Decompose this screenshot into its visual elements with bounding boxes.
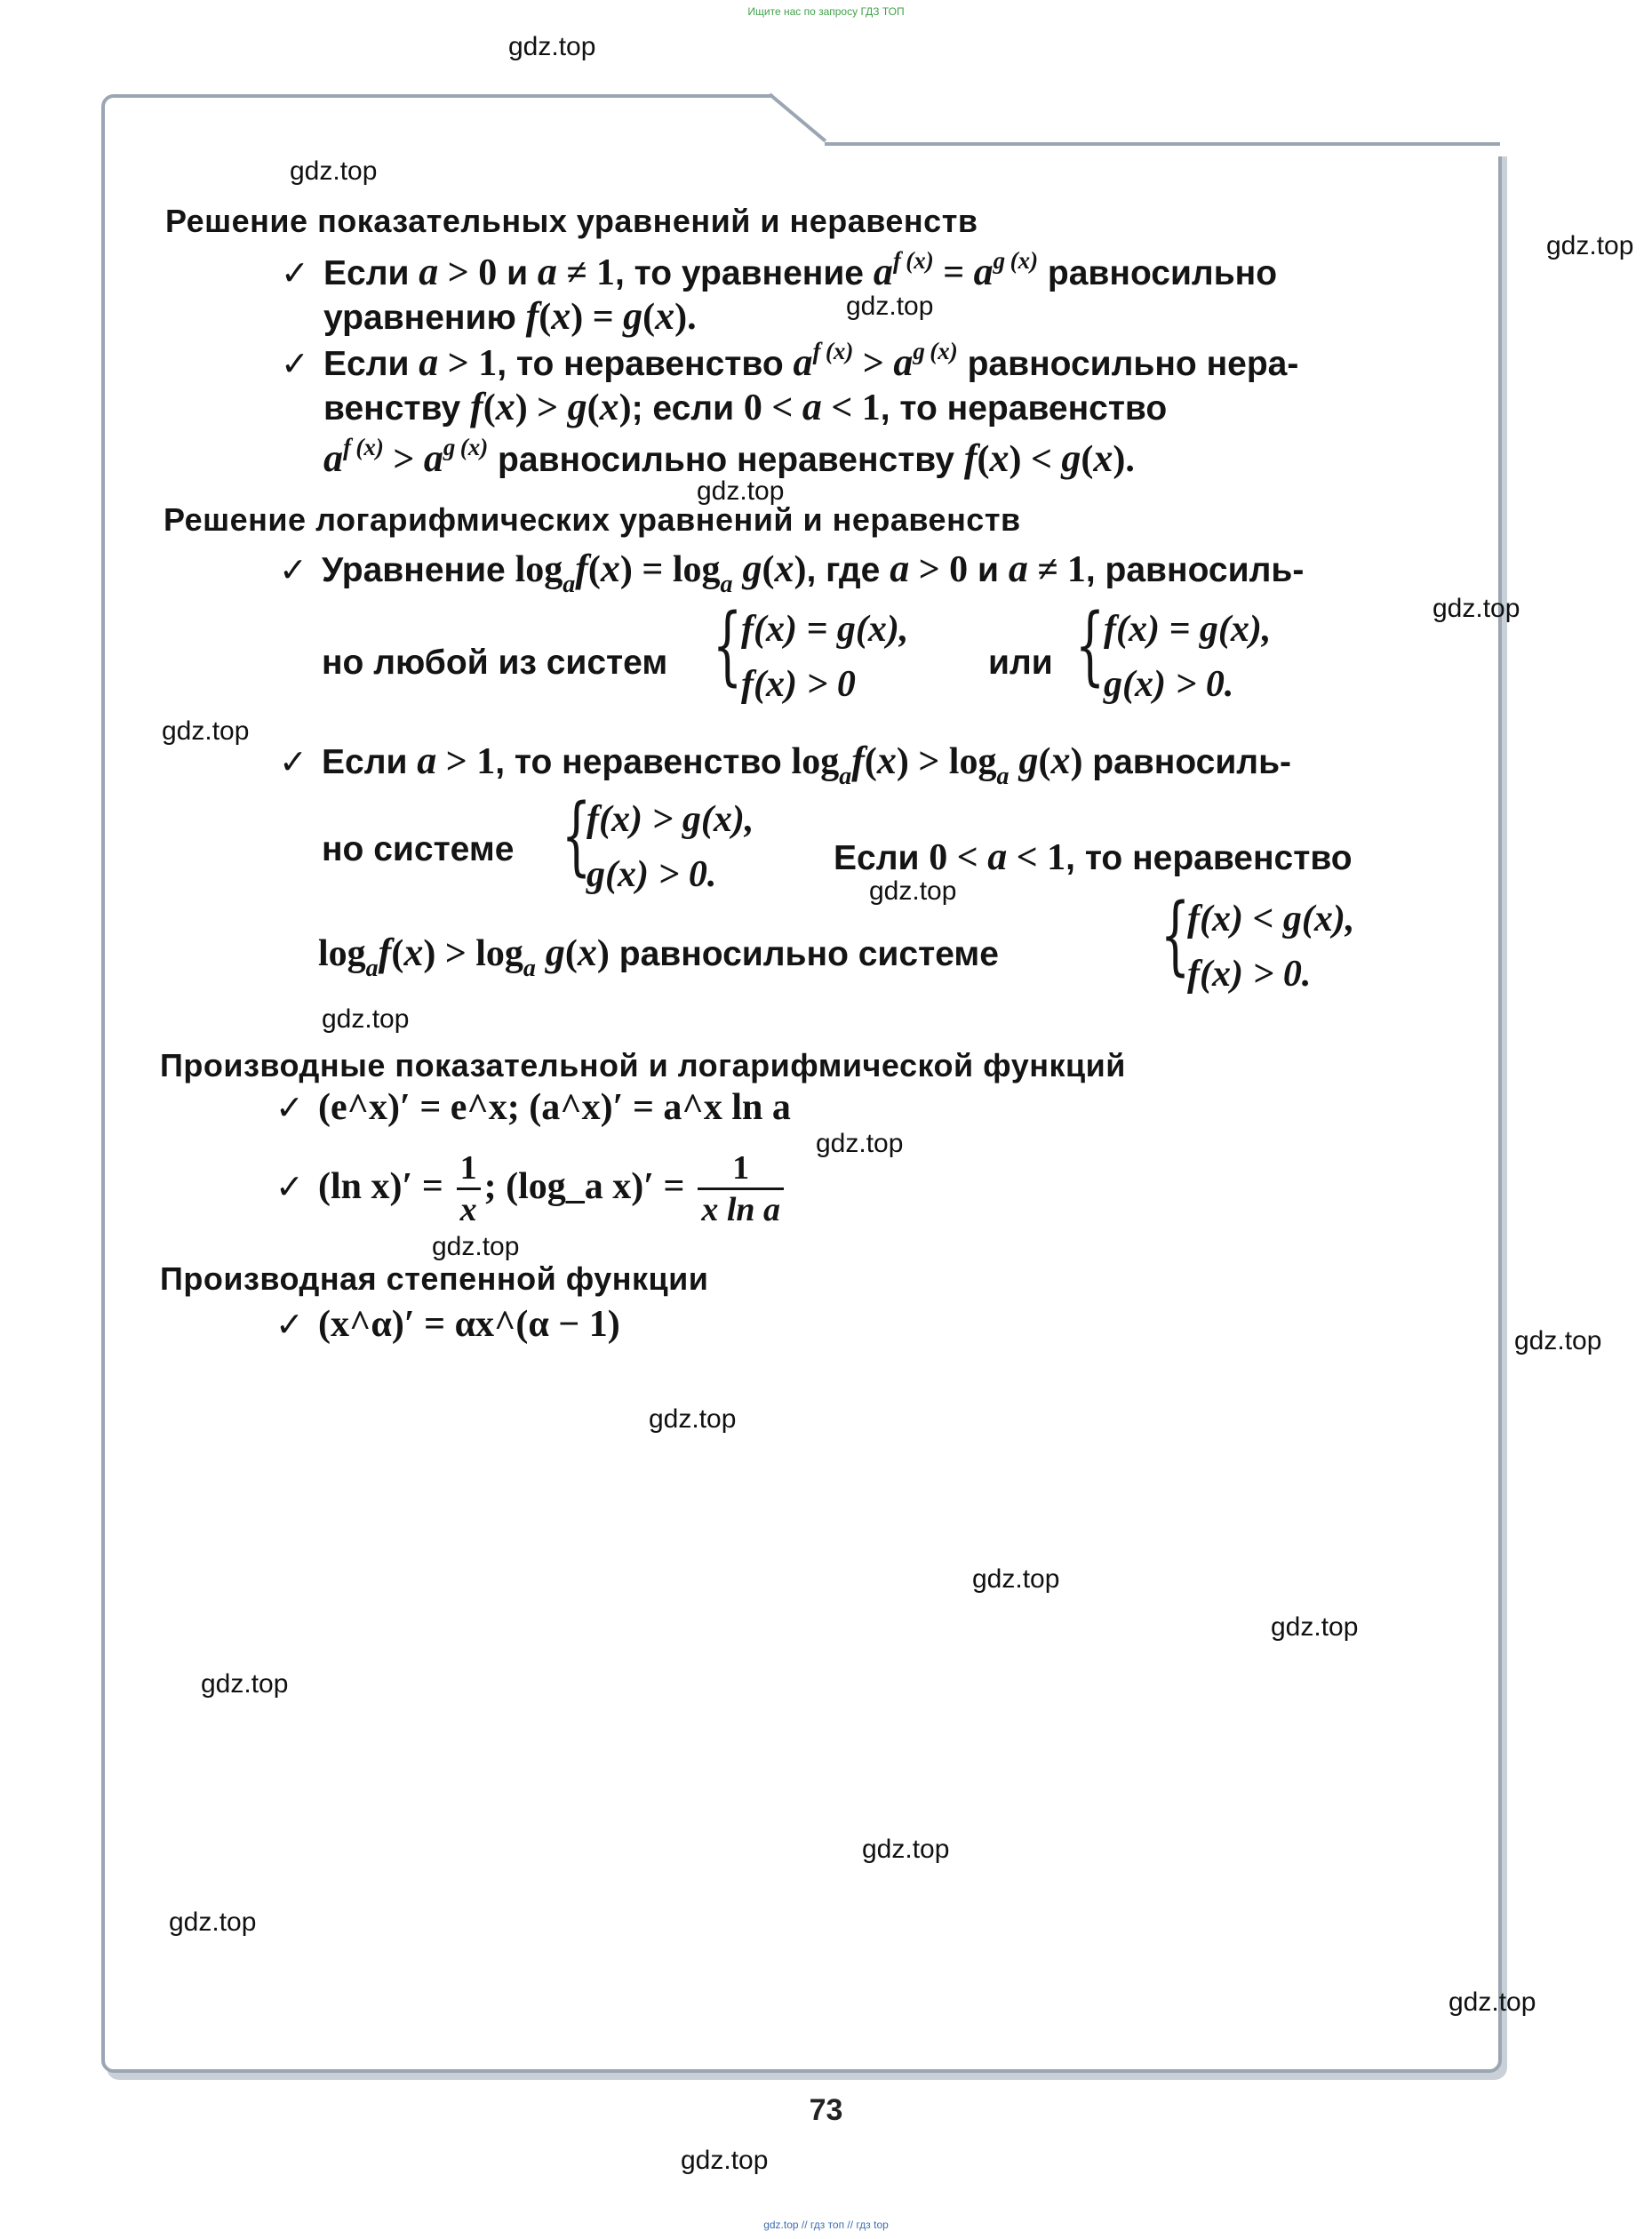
- watermark: gdz.top: [649, 1404, 737, 1434]
- brace-icon: {: [1074, 596, 1105, 695]
- exp-item-2: ✓ Если a > 1, то неравенство $a^{f (x)} > a^{g (x)}$ равносильно нера-: [281, 338, 1299, 384]
- watermark: gdz.top: [169, 1907, 257, 1937]
- watermark: gdz.top: [508, 32, 596, 61]
- watermark: gdz.top: [862, 1835, 950, 1864]
- watermark: gdz.top: [972, 1564, 1060, 1594]
- brace-icon: {: [712, 596, 743, 695]
- deriv-item-1: ✓ (e^x)′ = e^x; (a^x)′ = a^x ln a: [275, 1087, 791, 1128]
- watermark: gdz.top: [162, 716, 250, 746]
- log-item-1: ✓ Уравнение $\log_af(x) = \log_a g(x)$, где a > 0 и a ≠ 1, равносиль-: [279, 547, 1305, 598]
- watermark: gdz.top: [432, 1232, 520, 1261]
- power-item-1: ✓ (x^α)′ = αx^(α − 1): [275, 1304, 620, 1345]
- watermark: gdz.top: [290, 156, 378, 186]
- log-item-2: ✓ Если a > 1, то неравенство $\log_af(x) > \log_a g(x)$ равносиль-: [279, 739, 1292, 790]
- page-number: 73: [809, 2093, 843, 2127]
- check-icon: ✓: [275, 1088, 304, 1127]
- watermark: gdz.top: [681, 2146, 769, 2175]
- log-item-2-cont: $\log_af(x) > \log_a g(x)$ равносильно системе: [318, 931, 999, 982]
- brace-icon: {: [1160, 885, 1191, 985]
- check-icon: ✓: [281, 344, 309, 383]
- check-icon: ✓: [281, 253, 309, 292]
- log-item-2-case2: Если 0 < a < 1, то неравенство: [834, 835, 1353, 878]
- watermark: gdz.top: [201, 1669, 289, 1699]
- exp-item-2-cont2: $a^{f (x)} > a^{g (x)}$ равносильно неравенству f(x) < g(x).: [323, 434, 1135, 480]
- log-item-1-systems-label: но любой из систем: [322, 644, 668, 682]
- folder-tab-notch: [773, 87, 1511, 156]
- watermark: gdz.top: [1546, 231, 1634, 260]
- exp-item-1-cont: уравнению f(x) = g(x).: [323, 294, 697, 338]
- log-item-2-system-label: но системе: [322, 830, 515, 868]
- or-label: или: [988, 644, 1053, 682]
- watermark: gdz.top: [322, 1004, 410, 1034]
- watermark: gdz.top: [1271, 1612, 1359, 1642]
- heading-power-derivative: Производная степенной функции: [160, 1260, 709, 1297]
- bottom-site-hint: gdz.top // гдз топ // гдз top: [763, 2219, 889, 2231]
- watermark: gdz.top: [846, 292, 934, 321]
- heading-logarithmic: Решение логарифмических уравнений и неравенств: [164, 501, 1021, 538]
- watermark: gdz.top: [1448, 1987, 1536, 2017]
- deriv-item-2: ✓ (ln x)′ = $\frac{1}{x}$ ; (log_a x)′ = $\frac{1}{\text{x ln a}}$: [275, 1148, 787, 1229]
- fraction: $\frac{1}{x}$: [457, 1148, 481, 1229]
- watermark: gdz.top: [816, 1129, 904, 1158]
- top-site-hint: Ищите нас по запросу ГДЗ ТОП: [747, 5, 905, 18]
- heading-exponential: Решение показательных уравнений и неравенств: [165, 203, 978, 239]
- brace-icon: {: [561, 786, 592, 885]
- watermark: gdz.top: [1433, 594, 1520, 623]
- exp-item-2-cont: венству f(x) > g(x); если 0 < a < 1, то неравенство: [323, 385, 1168, 428]
- folder-tab-edge: [825, 142, 1500, 146]
- fraction: $\frac{1}{\text{x ln a}}$: [698, 1148, 784, 1229]
- heading-derivatives: Производные показательной и логарифмической функций: [160, 1047, 1126, 1084]
- check-icon: ✓: [275, 1166, 304, 1206]
- watermark: gdz.top: [869, 876, 957, 906]
- check-icon: ✓: [279, 742, 307, 781]
- exp-item-1: ✓ Если a > 0 и a ≠ 1, то уравнение $a^{f (x)} = a^{g (x)}$ равносильно: [281, 247, 1278, 293]
- check-icon: ✓: [275, 1305, 304, 1344]
- watermark: gdz.top: [1514, 1326, 1602, 1355]
- check-icon: ✓: [279, 550, 307, 589]
- watermark: gdz.top: [697, 476, 785, 506]
